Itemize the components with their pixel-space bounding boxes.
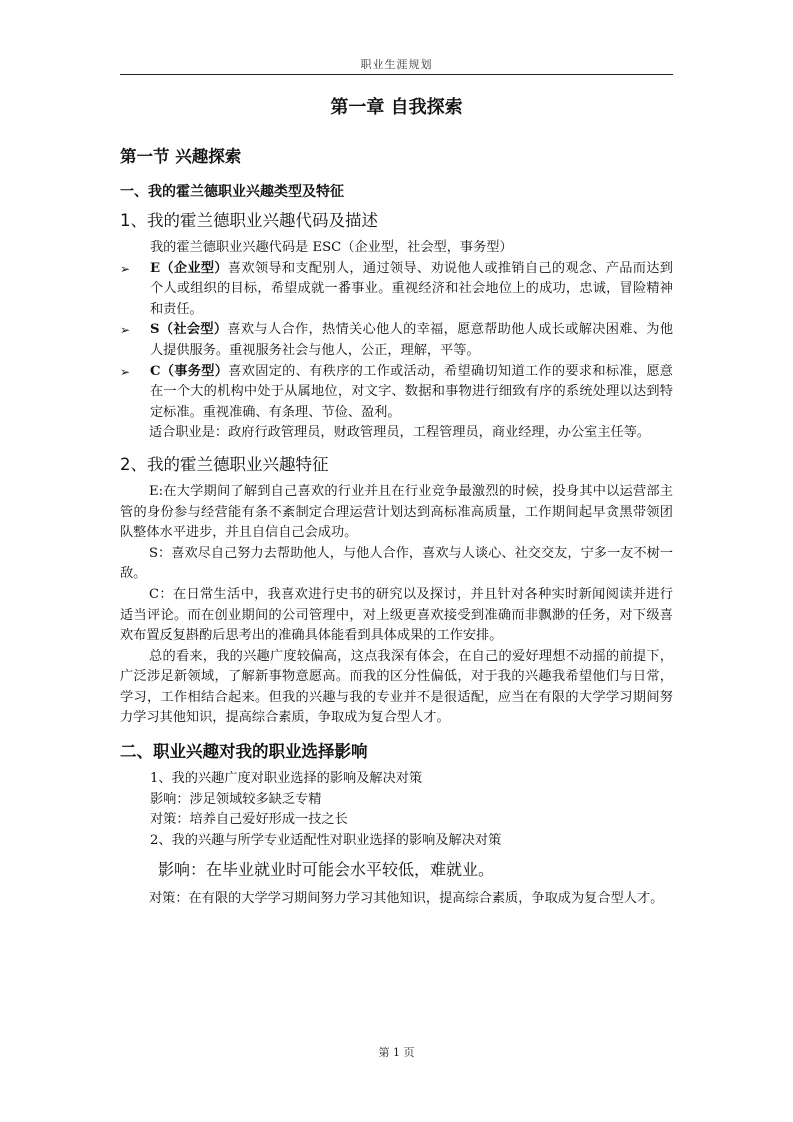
code-intro: 我的霍兰德职业兴趣代码是 ESC（企业型，社会型，事务型） bbox=[150, 240, 513, 255]
bullet-label: E（企业型） bbox=[150, 260, 228, 276]
part2-line: 1、我的兴趣广度对职业选择的影响及解决对策 bbox=[150, 771, 423, 787]
part2-line: 影响：涉足领域较多缺乏专精 bbox=[150, 791, 322, 807]
trait-c-paragraph: C：在日常生活中，我喜欢进行史书的研究以及探讨，并且针对各种实时新闻阅读并进行适当评论。而在创业期间的公司管理中，对上级更喜欢接受到准确而非飘渺的任务，对下级喜欢布置反复斟酌后思考出的准确具体能看到具体成果的工作安排。 bbox=[120, 586, 673, 644]
trait-e-paragraph: E:在大学期间了解到自己喜欢的行业并且在行业竞争最激烈的时候，投身其中以运营部主管的身份参与经营能有条不紊制定合理运营计划达到高标准高质量，工作期间起早贪黑带领团队整体水平进步，并且自信自己会成功。 bbox=[120, 483, 673, 541]
bullet-text: 喜欢领导和支配别人，通过领导、劝说他人或推销自己的观念、产品而达到个人或组织的目标，希望成就一番事业。重视经济和社会地位上的成功，忠诚，冒险精神和责任。 bbox=[150, 260, 673, 317]
page-content bbox=[120, 96, 673, 910]
arrow-bullet-icon: ➢ bbox=[120, 364, 131, 379]
bullet-text: 喜欢固定的、有秩序的工作或活动，希望确切知道工作的要求和标准，愿意在一个大的机构中处于从属地位，对文字、数据和事物进行细致有序的系统处理以达到特定标准。重视准确、有条理、节俭、盈利。 bbox=[150, 363, 673, 420]
summary-paragraph: 总的看来，我的兴趣广度较偏高，这点我深有体会，在自己的爱好理想不动摇的前提下，广泛涉足新领域，了解新事物意愿高。而我的区分性偏低，对于我的兴趣我希望他们与日常，学习，工作相结合起来。但我的兴趣与我的专业并不是很适配，应当在有限的大学学习期间努力学习其他知识，提高综合素质，争取成为复合型人才。 bbox=[120, 648, 673, 726]
bullet-enterprise bbox=[120, 259, 673, 321]
page-number: 第 1 页 bbox=[378, 1046, 415, 1059]
part2-line: 2、我的兴趣与所学专业适配性对职业选择的影响及解决对策 bbox=[150, 832, 502, 848]
bullet-text: 喜欢与人合作，热情关心他人的幸福，愿意帮助他人成长或解决困难、为他人提供服务。重视服务社会与他人，公正，理解，平等。 bbox=[150, 322, 674, 358]
impact-line: 影响：在毕业就业时可能会水平较低，难就业。 bbox=[158, 860, 495, 880]
header-rule bbox=[120, 74, 673, 75]
part1-heading: 一、我的霍兰德职业兴趣类型及特征 bbox=[120, 184, 344, 200]
sub2-heading: 2、我的霍兰德职业兴趣特征 bbox=[120, 454, 329, 474]
section-title: 第一节 兴趣探索 bbox=[120, 147, 242, 166]
strategy-paragraph: 对策：在有限的大学学习期间努力学习其他知识，提高综合素质，争取成为复合型人才。 bbox=[149, 891, 664, 907]
page-header: 职业生涯规划 bbox=[360, 58, 433, 71]
arrow-bullet-icon: ➢ bbox=[120, 323, 131, 338]
part2-line: 对策：培养自己爱好形成一技之长 bbox=[150, 812, 348, 828]
bullet-conventional bbox=[120, 362, 673, 424]
bullet-label: S（社会型） bbox=[150, 322, 228, 338]
trait-s-paragraph: S：喜欢尽自己努力去帮助他人，与他人合作，喜欢与人谈心、社交交友，宁多一友不树一敌。 bbox=[120, 545, 673, 582]
sub1-heading: 1、我的霍兰德职业兴趣代码及描述 bbox=[120, 211, 378, 230]
arrow-bullet-icon: ➢ bbox=[120, 261, 131, 276]
bullet-social bbox=[120, 320, 673, 361]
bullet-label: C（事务型） bbox=[150, 363, 229, 379]
part2-heading: 二、职业兴趣对我的职业选择影响 bbox=[120, 742, 368, 762]
chapter-title: 第一章 自我探索 bbox=[330, 97, 463, 118]
suitable-jobs: 适合职业是：政府行政管理员，财政管理员，工程管理员，商业经理，办公室主任等。 bbox=[149, 425, 651, 441]
